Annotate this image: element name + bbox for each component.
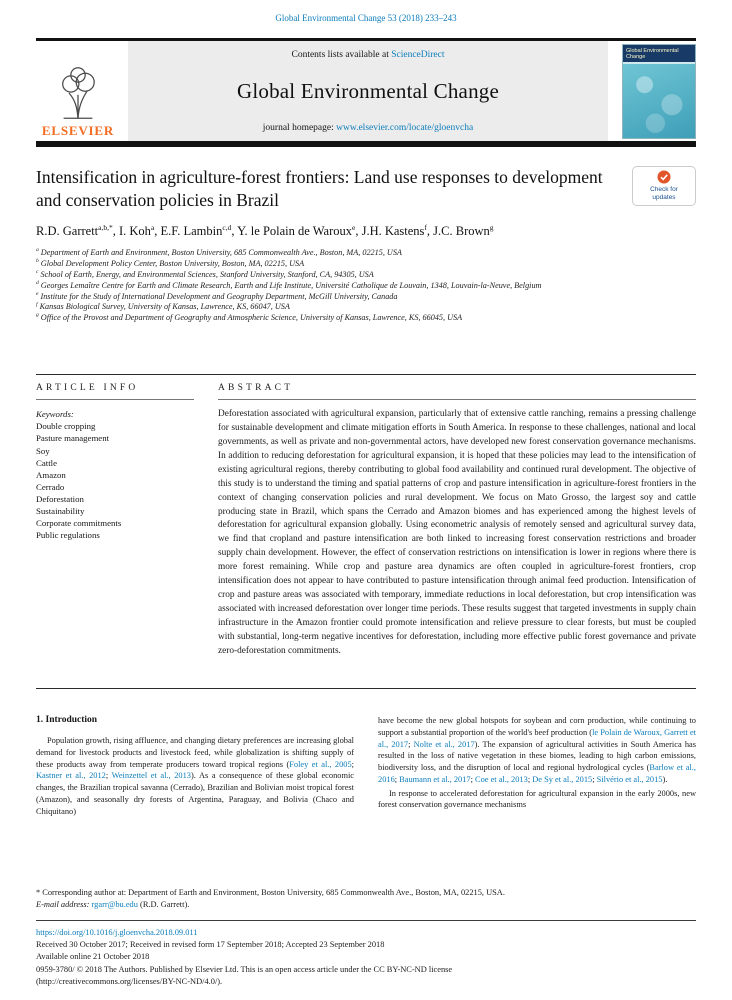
article-info-column (36, 380, 194, 676)
author-name: I. Koh (118, 224, 151, 239)
author[interactable] (237, 224, 361, 238)
author[interactable] (362, 224, 434, 238)
email-label: E-mail address: (36, 899, 90, 909)
affiliation (36, 270, 696, 281)
author-separator: , (355, 224, 362, 239)
text-run: have become the new global hotspots for soybean and corn production, while continuing to support a substantial proportion of the world's beef production ( (378, 715, 696, 737)
affiliation-text: Kansas Biological Survey, University of Kansas, Lawrence, KS, 66047, USA (39, 302, 290, 312)
email-line (36, 899, 696, 910)
body-paragraph (378, 715, 696, 786)
corresponding-author-note: * Corresponding author at: Department of Earth and Environment, Boston University, 685 Commonwealth Ave., Boston, MA, 02215, USA. (36, 888, 505, 898)
received-dates: Received 30 October 2017; Received in revised form 17 September 2018; Accepted 23 September 2018 (36, 940, 385, 949)
affiliation-mark: e (36, 290, 39, 297)
crossmark-icon (657, 170, 671, 184)
check-badge-label: Check for updates (650, 186, 678, 201)
author-affil-marks: a (150, 223, 155, 233)
article-info-abstract-block (36, 374, 696, 689)
author-name: J.C. Brown (433, 224, 490, 239)
cover-title: Global Environmental Change (626, 47, 679, 60)
affiliation-text: Institute for the Study of International Development and Geography Department, McGill University, Canada (40, 291, 398, 301)
footer-rule (36, 920, 696, 921)
author-name: J.H. Kastens (361, 224, 425, 239)
keywords-label: Keywords: (36, 408, 74, 419)
author-separator: , (154, 224, 161, 239)
author-affil-marks: f (424, 223, 427, 233)
elsevier-tree-icon (51, 64, 105, 122)
journal-homepage-link[interactable]: www.elsevier.com/locate/gloenvcha (336, 123, 474, 133)
email-suffix: (R.D. Garrett). (140, 899, 190, 909)
introduction-section (36, 715, 696, 817)
author[interactable] (36, 224, 119, 238)
cover-art (623, 62, 695, 137)
affiliation-text: Department of Earth and Environment, Boston University, 685 Commonwealth Ave., Boston, MA, 02215, USA (40, 248, 402, 258)
text-run: ). (662, 774, 668, 784)
author-name: R.D. Garrett (36, 224, 99, 239)
abstract-heading: ABSTRACT (218, 380, 696, 400)
cover-title-band (623, 45, 695, 63)
title-row (36, 166, 696, 212)
author-affil-marks: a,b,* (98, 223, 113, 233)
affiliation-mark: f (36, 301, 38, 308)
affiliation-text: Global Development Policy Center, Boston University, Boston, MA, 02215, USA (40, 259, 305, 269)
article-title: Intensification in agriculture-forest frontiers: Land use responses to development and conservation policies in Brazil (36, 167, 603, 211)
citation-link[interactable]: Baumann et al., 2017 (399, 774, 471, 784)
masthead-bottom-rule (36, 141, 696, 147)
keyword: Public regulations (36, 530, 100, 541)
author-list (36, 224, 696, 239)
author-affil-marks: c,d (222, 223, 232, 233)
keyword: Cerrado (36, 481, 65, 492)
author-name: E.F. Lambin (160, 224, 223, 239)
affiliation (36, 302, 696, 313)
text-run: ; (394, 774, 400, 784)
affiliation (36, 281, 696, 292)
affiliation-list (36, 248, 696, 324)
citation-link[interactable]: De Sy et al., 2015 (532, 774, 593, 784)
author[interactable] (161, 224, 238, 238)
body-paragraph (36, 735, 354, 817)
citation-link[interactable]: Weinzettel et al., 2013 (111, 771, 191, 781)
affiliation-text: Office of the Provost and Department of Geography and Atmospheric Science, University of Kansas, Lawrence, KS, 66045, USA (40, 313, 463, 323)
corresponding-author-footnote (36, 887, 696, 910)
homepage-line (263, 123, 473, 133)
copyright-line: 0959-3780/ © 2018 The Authors. Published by Elsevier Ltd. This is an open access article under the CC BY-NC-ND license (36, 964, 453, 974)
affiliation (36, 292, 696, 303)
elsevier-logo[interactable] (36, 41, 128, 141)
doi-link[interactable]: https://doi.org/10.1016/j.gloenvcha.2018.09.011 (36, 927, 198, 937)
author-name: Y. le Polain de Waroux (237, 224, 352, 239)
text-run: ; (527, 774, 533, 784)
body-left-column (36, 715, 354, 817)
citation-link[interactable]: le Polain de Waroux, Garrett et al., 2017 (378, 727, 696, 749)
keyword: Sustainability (36, 506, 85, 517)
keyword: Amazon (36, 469, 66, 480)
text-run: ; (351, 759, 354, 769)
section-heading: 1. Introduction (36, 714, 98, 725)
email-link[interactable]: rgarr@bu.edu (91, 899, 138, 909)
text-run: ). The expansion of agricultural activities in South America has resulted in the loss of native vegetation in these biomes, leading to high carbon emissions, biodiversity loss, and the disruption of local and regional hydrological cycles ( (378, 739, 696, 773)
elsevier-wordmark: ELSEVIER (41, 123, 115, 138)
text-run: ; (408, 739, 414, 749)
first-page-footer (36, 887, 696, 988)
journal-citation-link[interactable]: Global Environmental Change 53 (2018) 233–243 (275, 13, 457, 23)
affiliation (36, 259, 696, 270)
text-run: ; (105, 771, 112, 781)
text-run: ). As a consequence of these global economic changes, the Brazilian tropical savanna (Cerrado), Brazilian and Bolivian moist tropical forest (Amazon), and seasonally dry forests of Argentina, Paraguay, and Bolivia (Chaco and Chiquitano) (36, 771, 355, 816)
keyword: Pasture management (36, 433, 110, 444)
affiliation-text: Georges Lemaître Centre for Earth and Climate Research, Earth and Life Institute, Université Catholique de Louvain, 1348, Louvain-la-Neuve, Belgium (40, 280, 542, 290)
journal-cover-thumbnail[interactable] (622, 44, 696, 139)
keyword: Deforestation (36, 494, 84, 505)
article-info-heading: ARTICLE INFO (36, 380, 194, 400)
text-run: ; (592, 774, 597, 784)
masthead-center (128, 41, 608, 141)
text-run: ; (470, 774, 475, 784)
citation-link[interactable]: Barlow et al., 2016 (378, 763, 696, 784)
author-separator: , (112, 224, 119, 239)
citation-link[interactable]: Nolte et al., 2017 (413, 739, 475, 749)
affiliation-mark: c (36, 269, 39, 276)
author[interactable] (433, 224, 493, 238)
citation-link[interactable]: Kastner et al., 2012 (36, 771, 106, 781)
affiliation-mark: g (36, 312, 39, 319)
author-affil-marks: e (351, 223, 356, 233)
keyword: Corporate commitments (36, 518, 122, 529)
journal-citation (36, 13, 696, 23)
keyword: Soy (36, 445, 50, 456)
available-online: Available online 21 October 2018 (36, 952, 150, 962)
journal-title: Global Environmental Change (236, 79, 499, 103)
text-run: Population growth, rising affluence, and changing dietary preferences are increasing global demand for livestock products and livestock feed, while globalization is shifting supply of these products away from temperate producers toward tropical regions ( (36, 735, 354, 769)
author[interactable] (119, 224, 161, 238)
keyword: Cattle (36, 457, 58, 468)
contents-line (291, 50, 444, 60)
masthead (36, 41, 696, 141)
affiliation-text: School of Earth, Energy, and Environmental Sciences, Stanford University, Stanford, CA, 94305, USA (40, 269, 374, 279)
citation-link[interactable]: Foley et al., 2005 (289, 759, 352, 769)
check-for-updates-badge[interactable] (632, 166, 696, 206)
abstract-column (218, 380, 696, 676)
license-line: (http://creativecommons.org/licenses/BY-NC-ND/4.0/). (36, 976, 223, 986)
author-separator: , (231, 224, 238, 239)
body-paragraph (378, 788, 696, 812)
citation-link[interactable]: Silvério et al., 2015 (596, 774, 663, 784)
abstract-text: Deforestation associated with agricultural expansion, particularly that of extensive cattle ranching, remains a pressing challenge for sustainable development and climate mitigation efforts in South America. In response to these challenges, national and local governments, as well as private and non-governmental actors, have developed new forest conservation governance mechanisms. In addition to reducing deforestation for agricultural expansion, it is hoped that these policies may lead to the intensification of existing agricultural regions, thereby contributing to global food availability and continued rural development. The objective of this study is to understand the timing and spatial patterns of crop and pasture intensification in agriculture-forest frontiers in the context of changing conservation policies and rural development. We focus on Mato Grosso, the largest soy and cattle producing state in Brazil, which spans the Cerrado and Amazon biomes and has experienced among the highest levels of deforestation for agricultural expansion globally. Using econometric analysis of remotely sensed and agricultural survey data, we find that cropland and pasture intensification are both linked to increasing forest conservation restrictions and broader supply chain development. However, the effect of conservation restrictions on intensification is lower in regions where there is more forest remaining. While crop and pasture area dynamics are often coupled in agriculture-forest frontiers, crop intensification does not appear to have contributed to pasture intensification through animal feed production. Intensification of crop and pasture areas was associated with temporary, immediate reductions in local deforestation, but crop intensification was associated with increased deforestation over longer time periods. These results suggest that targeted investments in supply chain infrastructure in the Amazon frontier could promote intensification and relieve pressure to clear forests, but must be coupled with substantial, long-term negative incentives for deforestation, including more effective public forest governance and private zero-deforestation commitments. (218, 408, 696, 656)
cover-column (608, 41, 696, 141)
contents-prefix: Contents lists available at (291, 50, 392, 60)
keyword: Double cropping (36, 421, 96, 432)
affiliation-mark: a (36, 247, 39, 254)
affiliation-mark: d (36, 279, 39, 286)
affiliation (36, 313, 696, 324)
text-run: In response to accelerated deforestation for agricultural expansion in the early 2000s, new forest conservation governance mechanisms (378, 788, 696, 810)
affiliation-mark: b (36, 258, 39, 265)
homepage-prefix: journal homepage: (262, 123, 337, 133)
citation-link[interactable]: Coe et al., 2013 (475, 774, 528, 784)
affiliation (36, 248, 696, 259)
author-affil-marks: g (489, 223, 494, 233)
author-separator: , (426, 224, 434, 239)
body-right-column (378, 715, 696, 817)
sciencedirect-link[interactable]: ScienceDirect (391, 50, 445, 60)
